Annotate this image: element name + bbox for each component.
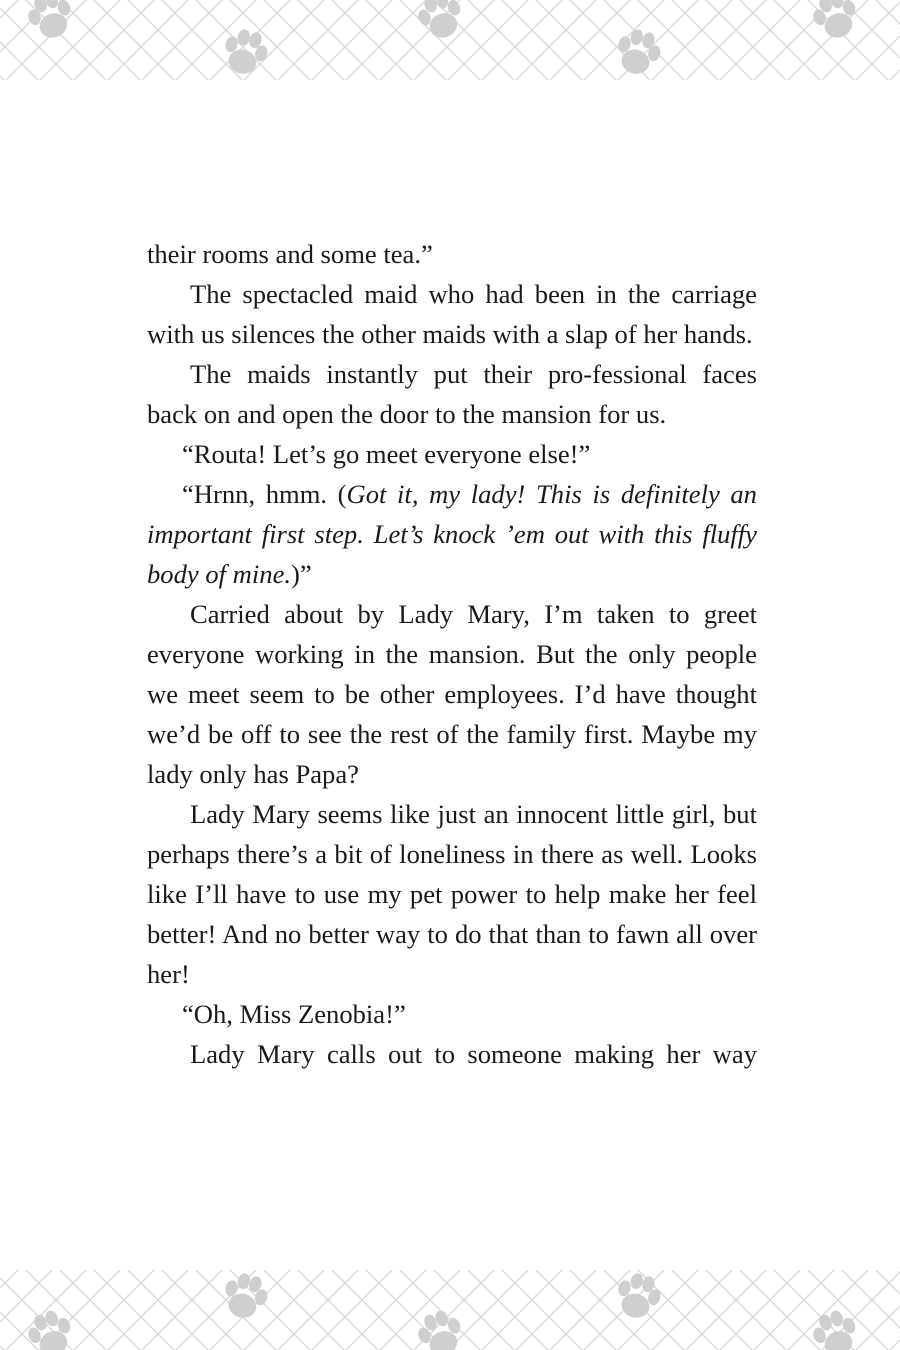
paw-lattice-pattern — [0, 1270, 900, 1350]
paragraph-2: The spectacled maid who had been in the carriage with us silences the other maids with a slap of her hands. — [147, 279, 757, 349]
dialogue-open: “Hrnn, hmm. ( — [182, 479, 347, 509]
paragraph-5 — [147, 474, 757, 594]
top-decorative-border — [0, 0, 900, 80]
paw-lattice-pattern — [0, 0, 900, 80]
paragraph-3: The maids instantly put their pro-fessional faces back on and open the door to the mansion for us. — [147, 359, 757, 429]
paragraph-4: “Routa! Let’s go meet everyone else!” — [182, 439, 591, 469]
paragraph-9: Lady Mary calls out to someone making her way — [190, 1039, 757, 1069]
page-text — [147, 234, 757, 1074]
italic-thought: Got it, my lady! This is definitely an important first step. Let’s knock ’em out with this fluffy body of mine. — [147, 479, 757, 589]
paragraph-7: Lady Mary seems like just an innocent little girl, but perhaps there’s a bit of loneliness in there as well. Looks like I’ll have to use my pet power to help make her feel better! And no better way to do that than to fawn all over her! — [147, 799, 757, 989]
dialogue-close: )” — [291, 559, 312, 589]
bottom-decorative-border — [0, 1270, 900, 1350]
paragraph-8: “Oh, Miss Zenobia!” — [182, 999, 406, 1029]
paragraph-6: Carried about by Lady Mary, I’m taken to greet everyone working in the mansion. But the only people we meet seem to be other employees. I’d have thought we’d be off to see the rest of the family first. Maybe my lady only has Papa? — [147, 599, 757, 789]
paragraph-1: their rooms and some tea.” — [147, 239, 433, 269]
